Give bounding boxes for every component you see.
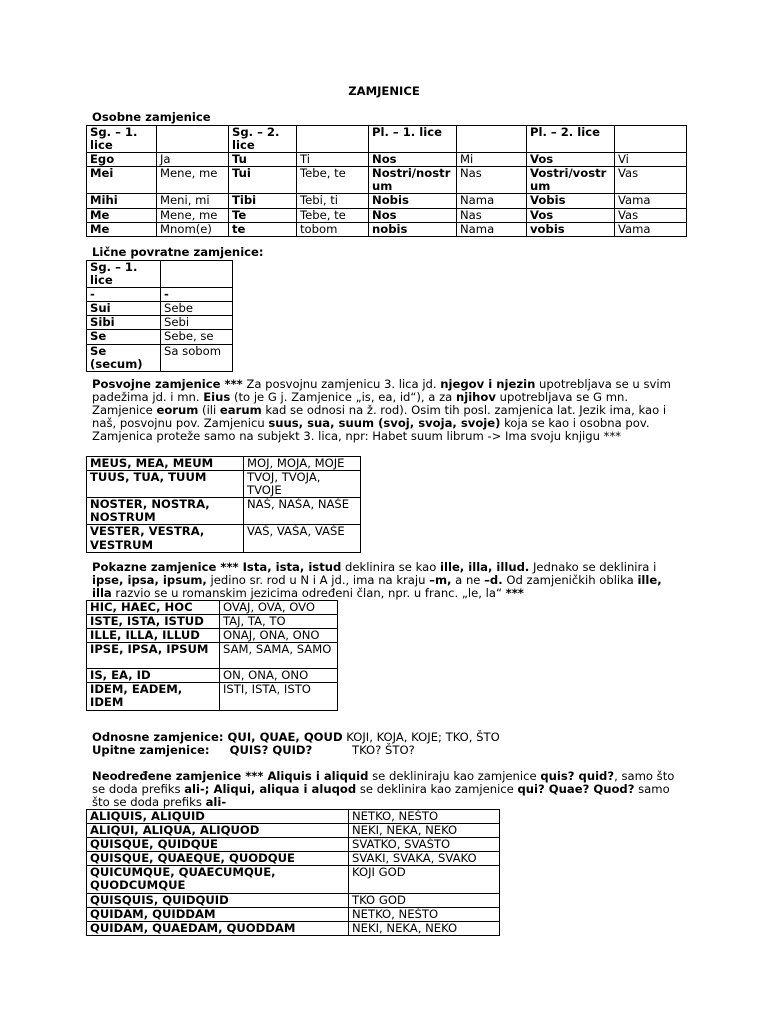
text-run: Ista, ista, istud xyxy=(238,560,342,574)
table-cell: Nama xyxy=(457,222,527,236)
text-run: earum xyxy=(219,403,262,418)
table-cell: Te xyxy=(229,208,297,222)
table-cell: Sibi xyxy=(87,316,161,330)
interrogative-pronouns-line xyxy=(92,744,312,757)
text-run: upotrebljava se G mn. Zamjenice xyxy=(92,390,629,418)
table-row xyxy=(87,601,338,615)
table-cell: Tebe, te xyxy=(297,167,369,194)
table-row xyxy=(87,907,500,921)
table-row xyxy=(87,629,338,643)
table-cell: Se (secum) xyxy=(87,344,161,371)
table-cell: Vobis xyxy=(527,194,615,208)
table-cell: - xyxy=(161,288,233,302)
table-cell: TKO GOD xyxy=(349,893,500,907)
table-cell: Sebi xyxy=(161,316,233,330)
header-cell: Sg. – 1. lice xyxy=(87,261,161,288)
table-cell: Mihi xyxy=(87,194,157,208)
table-cell: KOJI GOD xyxy=(349,866,500,893)
table-row xyxy=(87,669,338,683)
possessive-heading: Posvojne zamjenice *** xyxy=(92,377,243,391)
header-cell xyxy=(157,126,229,153)
text-run: eorum xyxy=(156,403,199,418)
table-cell: Sebe xyxy=(161,302,233,316)
table-row xyxy=(87,683,338,710)
interrogative-label: Upitne zamjenice: QUIS? QUID? xyxy=(92,743,313,757)
table-row xyxy=(87,316,233,330)
text-run: ipse, ipsa, ipsum, xyxy=(92,573,207,588)
table-row xyxy=(87,824,500,838)
header-cell: Pl. – 1. lice xyxy=(369,126,457,153)
table-cell: OVAJ, OVA, OVO xyxy=(220,601,338,615)
page-title: ZAMJENICE xyxy=(348,84,420,98)
table-row xyxy=(87,921,500,935)
table-cell: te xyxy=(229,222,297,236)
table-row xyxy=(87,344,233,371)
table-cell: QUISQUIS, QUIDQUID xyxy=(87,893,349,907)
table-cell: ILLE, ILLA, ILLUD xyxy=(87,629,220,643)
header-cell: Sg. – 1. lice xyxy=(87,126,157,153)
table-cell: VAŠ, VAŠA, VAŠE xyxy=(244,525,361,552)
table-row xyxy=(87,208,687,222)
table-cell: Mene, me xyxy=(157,208,229,222)
table-cell: Meni, mi xyxy=(157,194,229,208)
table-cell: Vos xyxy=(527,153,615,167)
table-cell: Mene, me xyxy=(157,167,229,194)
table-row xyxy=(87,471,361,498)
demonstrative-pronouns-table xyxy=(86,600,338,711)
table-row xyxy=(87,893,500,907)
demonstrative-paragraph xyxy=(92,561,682,600)
table-cell: QUIDAM, QUIDDAM xyxy=(87,907,349,921)
table-cell: Ja xyxy=(157,153,229,167)
text-run: qui? Quae? Quod? xyxy=(517,782,635,797)
table-row xyxy=(87,457,361,471)
text-run: razvio se u romanskim jezicima određeni član, npr. u franc. „le, la“ xyxy=(111,586,506,601)
table-row xyxy=(87,615,338,629)
possessive-paragraph xyxy=(92,378,682,443)
table-row xyxy=(87,222,687,236)
table-cell: ON, ONA, ONO xyxy=(220,669,338,683)
personal-pronouns-table xyxy=(86,125,687,237)
text-run: Eius xyxy=(203,390,231,405)
table-cell: Ego xyxy=(87,153,157,167)
table-cell: Tu xyxy=(229,153,297,167)
table-cell: Vama xyxy=(615,194,687,208)
demonstrative-heading: Pokazne zamjenice *** xyxy=(92,560,239,574)
text-run: Od zamjeničkih oblika xyxy=(502,573,638,588)
table-cell: ONAJ, ONA, ONO xyxy=(220,629,338,643)
table-cell: QUISQUE, QUIDQUE xyxy=(87,838,349,852)
text-run: ille, illa xyxy=(92,573,662,601)
table-cell: QUICUMQUE, QUAECUMQUE, QUODCUMQUE xyxy=(87,866,349,893)
table-row xyxy=(87,302,233,316)
personal-heading: Osobne zamjenice xyxy=(92,110,211,124)
table-cell: ALIQUIS, ALIQUID xyxy=(87,810,349,824)
table-cell: Nas xyxy=(457,208,527,222)
table-cell: Vostri/vostrum xyxy=(527,167,615,194)
table-cell: Tebe, te xyxy=(297,208,369,222)
reflexive-pronouns-table xyxy=(86,260,233,372)
table-row xyxy=(87,643,338,669)
relative-value: KOJI, KOJA, KOJE; TKO, ŠTO xyxy=(342,730,500,744)
text-run: ali- xyxy=(205,795,227,810)
table-cell: SAM, SAMA, SAMO xyxy=(220,643,338,669)
text-run: quis? quid? xyxy=(540,769,615,783)
table-cell: Mnom(e) xyxy=(157,222,229,236)
table-cell: Mei xyxy=(87,167,157,194)
table-row xyxy=(87,498,361,525)
text-run: Jednako se deklinira i xyxy=(529,560,657,574)
table-cell: Sui xyxy=(87,302,161,316)
interrogative-value: TKO? ŠTO? xyxy=(352,743,415,757)
text-run: upotrebljava se u svim padežima jd. i mn. xyxy=(92,377,671,405)
table-row xyxy=(87,167,687,194)
table-cell: Vama xyxy=(615,222,687,236)
table-row xyxy=(87,852,500,866)
table-cell: Sebe, se xyxy=(161,330,233,344)
table-cell: TUUS, TUA, TUUM xyxy=(87,471,244,498)
table-cell: vobis xyxy=(527,222,615,236)
relative-label: Odnosne zamjenice: QUI, QUAE, QOUD xyxy=(92,730,343,744)
table-cell: Nas xyxy=(457,167,527,194)
table-header-row xyxy=(87,126,687,153)
table-cell: SVATKO, SVAŠTO xyxy=(349,838,500,852)
table-cell: ALIQUI, ALIQUA, ALIQUOD xyxy=(87,824,349,838)
text-run: njihov xyxy=(455,390,496,405)
table-cell: Sa sobom xyxy=(161,344,233,371)
table-cell: NETKO, NEŠTO xyxy=(349,810,500,824)
table-cell: NEKI, NEKA, NEKO xyxy=(349,921,500,935)
table-cell: TVOJ, TVOJA, TVOJE xyxy=(244,471,361,498)
table-cell: ISTE, ISTA, ISTUD xyxy=(87,615,220,629)
table-row xyxy=(87,288,233,302)
text-run: a ne xyxy=(451,573,485,588)
table-row xyxy=(87,866,500,893)
table-cell: Nobis xyxy=(369,194,457,208)
table-cell: Tibi xyxy=(229,194,297,208)
table-cell: Vi xyxy=(615,153,687,167)
table-cell: Tui xyxy=(229,167,297,194)
text-run: ali-; Aliqui, aliqua i aluqod xyxy=(184,782,357,797)
table-cell: IS, EA, ID xyxy=(87,669,220,683)
table-cell: Nama xyxy=(457,194,527,208)
text-run: koja se kao i osobna pov. Zamjenica proteže samo na subjekt 3. lica, npr: Habet suum librum -> Ima svoju knjigu *** xyxy=(92,416,650,444)
table-row xyxy=(87,525,361,552)
table-cell: MOJ, MOJA, MOJE xyxy=(244,457,361,471)
text-run: *** xyxy=(505,586,524,601)
text-run: Za posvojnu zamjenicu 3. lica jd. xyxy=(242,377,441,391)
text-run: –d. xyxy=(484,573,503,588)
table-row xyxy=(87,153,687,167)
text-run: njegov i njezin xyxy=(440,377,536,391)
text-run: suus, sua, suum (svoj, svoja, svoje) xyxy=(268,416,501,431)
table-cell: VESTER, VESTRA, VESTRUM xyxy=(87,525,244,552)
indefinite-pronouns-table xyxy=(86,809,500,936)
table-cell: IPSE, IPSA, IPSUM xyxy=(87,643,220,669)
table-row xyxy=(87,330,233,344)
table-cell: NOSTER, NOSTRA, NOSTRUM xyxy=(87,498,244,525)
table-row xyxy=(87,194,687,208)
text-run: , samo što se doda prefiks xyxy=(92,769,675,797)
table-cell: Nos xyxy=(369,208,457,222)
table-cell: Vos xyxy=(527,208,615,222)
text-run: deklinira se kao xyxy=(341,560,441,574)
header-cell xyxy=(297,126,369,153)
text-run: –m, xyxy=(429,573,452,588)
table-cell: SVAKI, SVAKA, SVAKO xyxy=(349,852,500,866)
table-cell: Ti xyxy=(297,153,369,167)
table-cell: Nos xyxy=(369,153,457,167)
text-run: ille, illa, illud. xyxy=(440,560,530,574)
table-header-row xyxy=(87,261,233,288)
table-cell: QUISQUE, QUAEQUE, QUODQUE xyxy=(87,852,349,866)
table-cell: tobom xyxy=(297,222,369,236)
header-cell: Sg. – 2. lice xyxy=(229,126,297,153)
table-cell: ISTI, ISTA, ISTO xyxy=(220,683,338,710)
table-cell: NETKO, NEŠTO xyxy=(349,907,500,921)
table-cell: nobis xyxy=(369,222,457,236)
table-cell: Vas xyxy=(615,208,687,222)
table-cell: QUIDAM, QUAEDAM, QUODDAM xyxy=(87,921,349,935)
header-cell xyxy=(161,261,233,288)
text-run: jedino sr. rod u N i A jd., ima na kraju xyxy=(206,573,430,588)
table-cell: Nostri/nostrum xyxy=(369,167,457,194)
header-cell: Pl. – 2. lice xyxy=(527,126,615,153)
table-cell: Tebi, ti xyxy=(297,194,369,208)
table-cell: Vas xyxy=(615,167,687,194)
indefinite-paragraph xyxy=(92,770,682,809)
text-run: (ili xyxy=(198,403,220,418)
header-cell xyxy=(615,126,687,153)
header-cell xyxy=(457,126,527,153)
table-row xyxy=(87,810,500,824)
table-cell: NEKI, NEKA, NEKO xyxy=(349,824,500,838)
text-run: se dekliniraju kao zamjenice xyxy=(368,769,541,783)
table-cell: NAŠ, NAŠA, NAŠE xyxy=(244,498,361,525)
text-run: (to je G j. Zamjenice „is, ea, id“), a za xyxy=(230,390,456,405)
table-cell: Mi xyxy=(457,153,527,167)
text-run: se deklinira kao zamjenice xyxy=(356,782,518,797)
table-cell: Se xyxy=(87,330,161,344)
text-run: kad se odnosi na ž. rod). Osim tih posl. zamjenica lat. Jezik ima, kao i naš, posvojnu pov. Zamjenicu xyxy=(92,403,667,431)
table-cell: Me xyxy=(87,208,157,222)
text-run: Aliquis i aliquid xyxy=(263,769,369,783)
table-cell: HIC, HAEC, HOC xyxy=(87,601,220,615)
table-cell: - xyxy=(87,288,161,302)
text-run: samo što se doda prefiks xyxy=(92,782,670,810)
table-cell: Me xyxy=(87,222,157,236)
table-row xyxy=(87,838,500,852)
table-cell: IDEM, EADEM, IDEM xyxy=(87,683,220,710)
table-cell: TAJ, TA, TO xyxy=(220,615,338,629)
table-cell: MEUS, MEA, MEUM xyxy=(87,457,244,471)
indefinite-heading: Neodređene zamjenice *** xyxy=(92,769,264,783)
reflexive-heading: Lične povratne zamjenice: xyxy=(92,245,264,259)
possessive-pronouns-table xyxy=(86,456,361,553)
